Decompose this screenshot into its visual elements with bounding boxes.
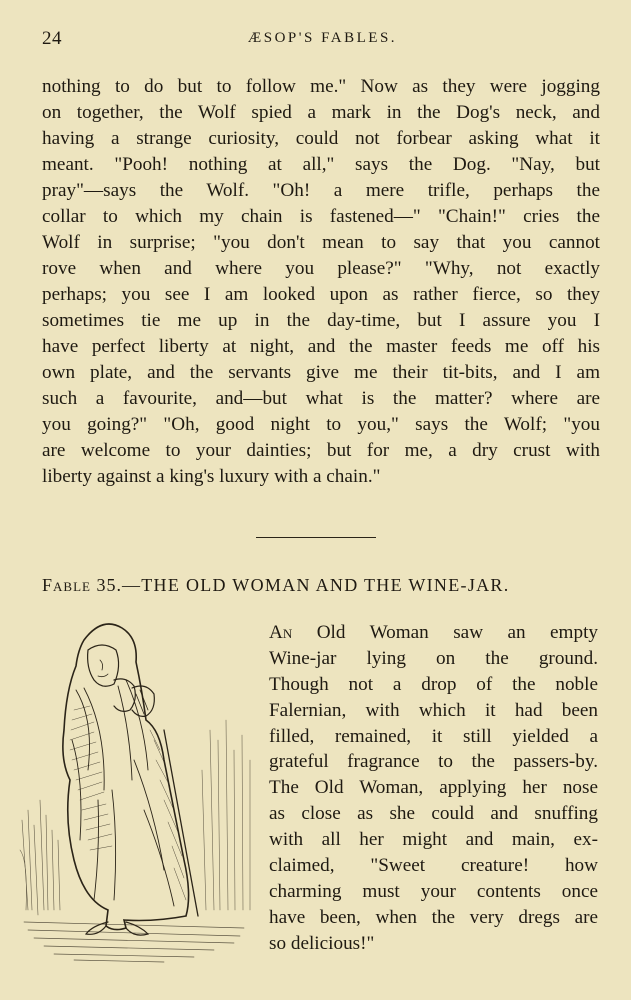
text-line: charming must your contents once: [269, 880, 598, 902]
text-line: nothing to do but to follow me." Now as they were jogging: [42, 76, 600, 97]
text-line: meant. "Pooh! nothing at all," says the Dog. "Nay, but: [42, 154, 600, 175]
text-line: own plate, and the servants give me their tit-bits, and I am: [42, 362, 600, 383]
text-line: Wine-jar lying on the ground.: [269, 647, 598, 669]
text-line: The Old Woman, applying her nose: [269, 777, 598, 799]
text-line: sometimes tie me up in the day-time, but I assure you I: [42, 310, 600, 331]
fable-number: Fable 35.: [42, 575, 122, 595]
text-line: so delicious!": [269, 932, 375, 954]
text-line: claimed, "Sweet creature! how: [269, 855, 598, 877]
text-line: perhaps; you see I am looked upon as rather fierce, so they: [42, 284, 600, 305]
previous-fable-text: [42, 74, 600, 490]
text-line: [269, 620, 598, 646]
text-line: liberty against a king's luxury with a chain.": [42, 466, 381, 487]
text-line: having a strange curiosity, could not forbear asking what it: [42, 128, 600, 149]
text-line: have perfect liberty at night, and the master feeds me off his: [42, 336, 600, 357]
text-line: rove when and where you please?" "Why, not exactly: [42, 258, 600, 279]
text-line: you going?" "Oh, good night to you," says the Wolf; "you: [42, 414, 600, 435]
running-title: ÆSOP'S FABLES.: [247, 30, 398, 46]
engraving-image: [14, 610, 258, 970]
text-line: have been, when the very dregs are: [269, 906, 598, 928]
fable-title: —THE OLD WOMAN AND THE WINE-JAR.: [121, 575, 510, 595]
text-line: collar to which my chain is fastened—" "Chain!" cries the: [42, 206, 600, 227]
text-line: on together, the Wolf spied a mark in the Dog's neck, and: [42, 102, 600, 123]
section-divider: [256, 537, 376, 538]
fable-text: [269, 620, 598, 957]
text-line: such a favourite, and—but what is the matter? where are: [42, 388, 600, 409]
fable-heading: [42, 575, 602, 596]
text-line: Though not a drop of the noble: [269, 673, 598, 695]
text-line: as close as she could and snuffing: [269, 803, 598, 825]
running-head: [42, 28, 603, 52]
fable-first-word: An: [269, 622, 293, 643]
text-line: grateful fragrance to the passers-by.: [269, 751, 598, 773]
text-line: Falernian, with which it had been: [269, 699, 598, 721]
text-line: are welcome to your dainties; but for me, a dry crust with: [42, 440, 600, 461]
page-number: 24: [42, 28, 62, 49]
fable-line-continuation: Old Woman saw an empty: [292, 622, 598, 643]
text-line: pray"—says the Wolf. "Oh! a mere trifle, perhaps the: [42, 180, 600, 201]
text-line: filled, remained, it still yielded a: [269, 725, 598, 747]
text-line: Wolf in surprise; "you don't mean to say that you cannot: [42, 232, 600, 253]
text-line: with all her might and main, ex-: [269, 829, 598, 851]
old-woman-illustration: [14, 610, 258, 970]
